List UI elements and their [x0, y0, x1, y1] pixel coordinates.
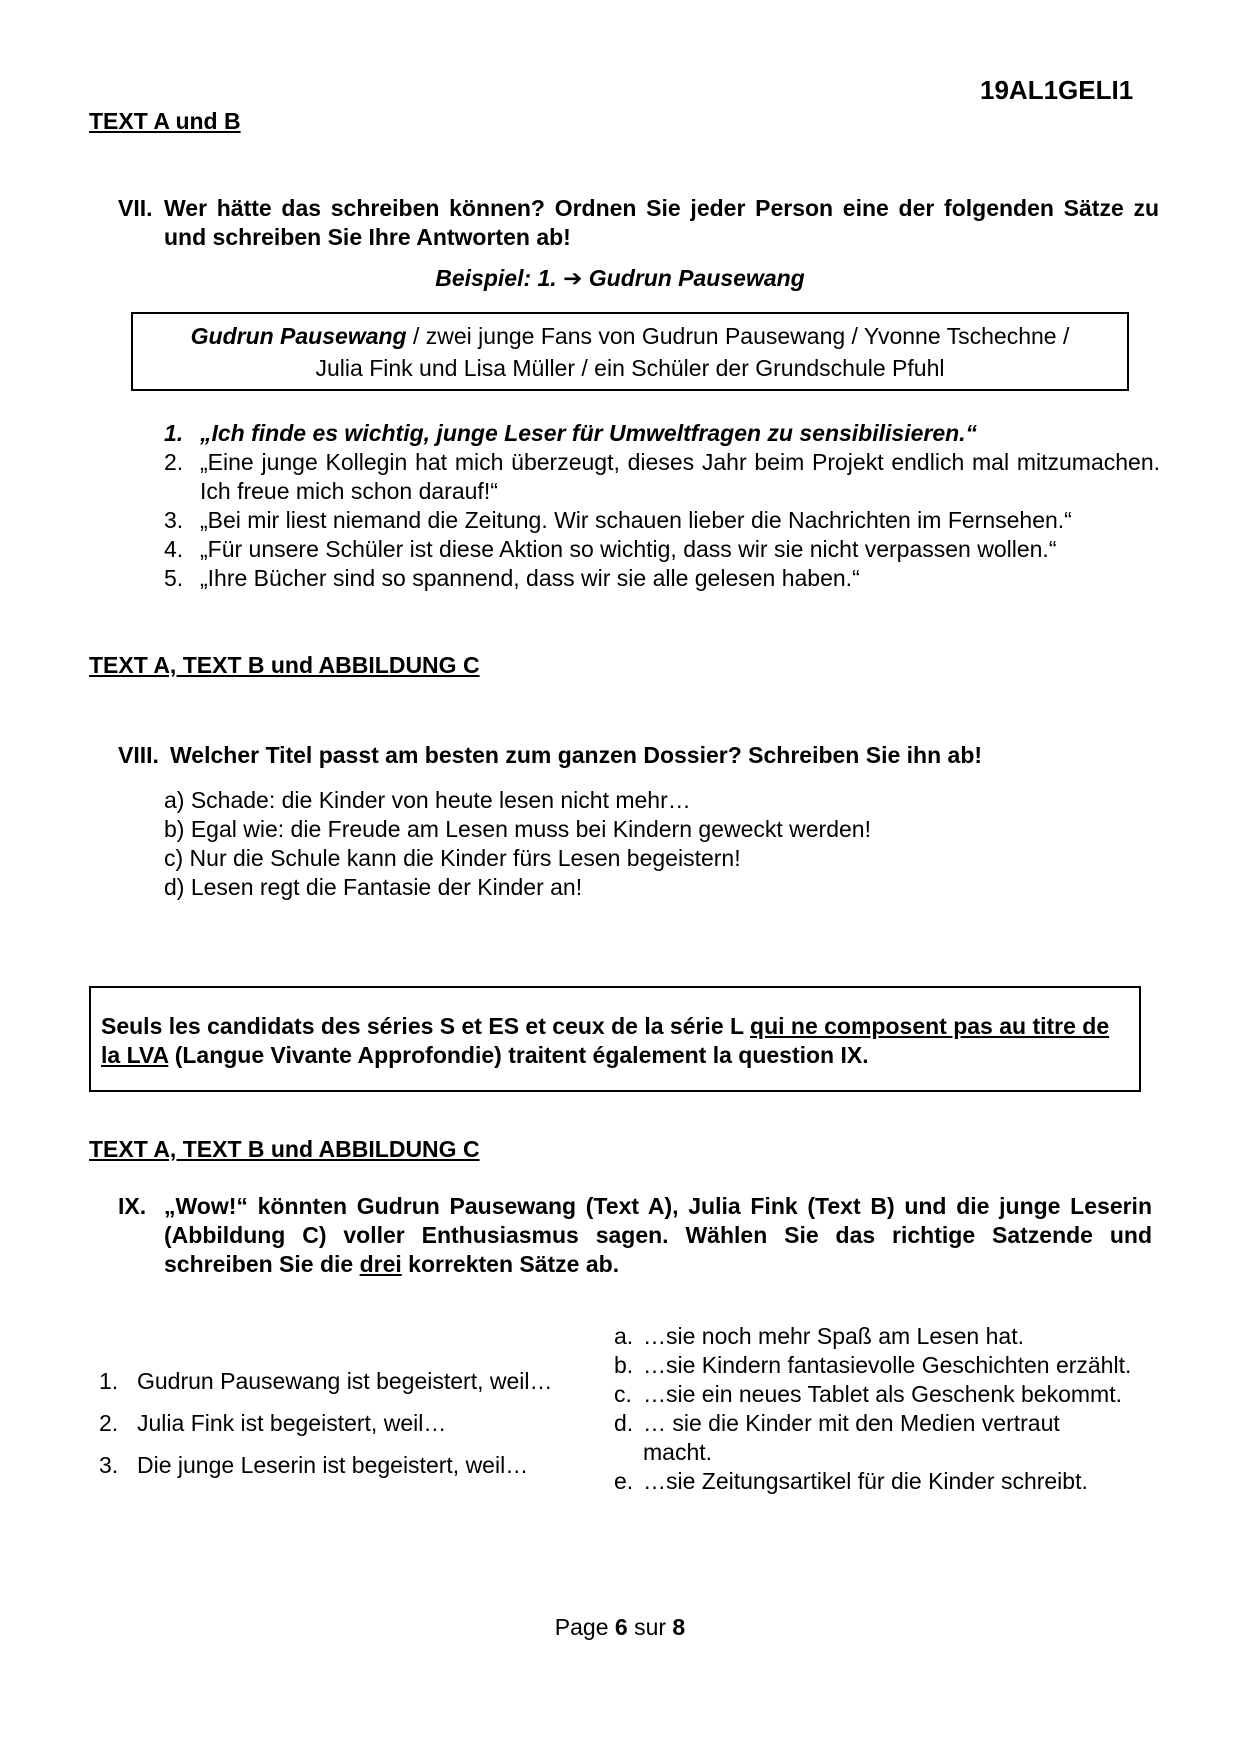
question-vii	[0, 194, 1240, 254]
item-text: „Ich finde es wichtig, junge Leser für Umweltfragen zu sensibilisieren.“	[200, 420, 978, 446]
item-number: 5.	[164, 565, 184, 591]
item-number: b.	[614, 1352, 634, 1378]
question-number: IX.	[118, 1193, 147, 1219]
item-text: …sie noch mehr Spaß am Lesen hat.	[643, 1323, 1024, 1349]
option-a: a) Schade: die Kinder von heute lesen nicht mehr…	[164, 787, 691, 813]
item-number: 4.	[164, 536, 184, 562]
item-text: …sie ein neues Tablet als Geschenk bekommt.	[643, 1381, 1122, 1407]
q-text-before: „Wow!“ könnten Gudrun Pausewang (Text A), Julia Fink (Text B) und die junge Leserin (Abbildung C) voller Enthusiasmus sagen. Wählen Sie das richtige Satzende und schreiben Sie die	[164, 1193, 1152, 1277]
item-text: Julia Fink ist begeistert, weil…	[137, 1410, 447, 1436]
example-answer: Gudrun Pausewang	[588, 265, 805, 291]
person-highlight: Gudrun Pausewang	[190, 323, 407, 349]
list-item	[164, 506, 1160, 535]
item-text: „Ihre Bücher sind so spannend, dass wir sie alle gelesen haben.“	[200, 565, 860, 591]
item-number: 1.	[99, 1368, 119, 1394]
page-footer	[0, 1614, 1240, 1641]
item-number: 3.	[99, 1452, 119, 1478]
list-item	[614, 1467, 1134, 1496]
item-text: „Für unsere Schüler ist diese Aktion so wichtig, dass wir sie nicht verpassen wollen.“	[200, 536, 1057, 562]
q-text-underlined: drei	[359, 1251, 402, 1277]
sentence-endings	[614, 1322, 1134, 1496]
notice-box	[89, 986, 1141, 1092]
list-item	[164, 535, 1160, 564]
item-number: 2.	[99, 1410, 119, 1436]
question-text: Welcher Titel passt am besten zum ganzen Dossier? Schreiben Sie ihn ab!	[170, 742, 983, 768]
question-text: Wer hätte das schreiben können? Ordnen Sie jeder Person eine der folgenden Sätze zu und schreiben Sie Ihre Antworten ab!	[164, 195, 1159, 250]
page-mid: sur	[627, 1614, 673, 1640]
persons-line-1	[133, 320, 1127, 352]
statements-list	[164, 419, 1160, 593]
list-item	[164, 419, 1160, 448]
section-heading-text-ab-c: TEXT A, TEXT B und ABBILDUNG C	[89, 652, 480, 678]
section-heading-text-ab-c-2: TEXT A, TEXT B und ABBILDUNG C	[89, 1136, 480, 1162]
list-item	[614, 1322, 1134, 1351]
question-ix	[0, 1192, 1240, 1282]
item-text: „Bei mir liest niemand die Zeitung. Wir schauen lieber die Nachrichten im Fernsehen.“	[200, 507, 1072, 533]
list-item	[614, 1409, 1134, 1467]
item-number: 3.	[164, 507, 184, 533]
item-text: „Eine junge Kollegin hat mich überzeugt, dieses Jahr beim Projekt endlich mal mitzumachen. Ich freue mich schon darauf!“	[200, 449, 1160, 504]
page-number: 6	[614, 1614, 628, 1640]
persons-line-2: Julia Fink und Lisa Müller / ein Schüler der Grundschule Pfuhl	[315, 355, 945, 381]
list-item	[164, 448, 1160, 506]
document-code: 19AL1GELI1	[980, 75, 1134, 105]
section-heading-text-a-b: TEXT A und B	[89, 108, 241, 134]
example-line	[0, 265, 1240, 292]
notice-text-1: Seuls les candidats des séries S et ES et ceux de la série L	[101, 1013, 751, 1039]
list-item	[614, 1351, 1134, 1380]
item-number: 1.	[164, 420, 184, 446]
question-viii	[0, 741, 1240, 771]
persons-box	[131, 312, 1129, 391]
example-label: Beispiel: 1.	[435, 265, 557, 291]
list-item	[164, 564, 1160, 593]
arrow-right-icon: ➔	[563, 265, 583, 291]
list-item	[614, 1380, 1134, 1409]
option-d: d) Lesen regt die Fantasie der Kinder an!	[164, 874, 583, 900]
item-text: Die junge Leserin ist begeistert, weil…	[137, 1452, 529, 1478]
title-options	[164, 786, 1164, 902]
item-number: c.	[614, 1381, 632, 1407]
question-text	[164, 1192, 1152, 1279]
notice-text-2: (Langue Vivante Approfondie) traitent également la question IX.	[168, 1042, 869, 1068]
question-number: VII.	[118, 195, 153, 221]
option-b: b) Egal wie: die Freude am Lesen muss bei Kindern geweckt werden!	[164, 816, 871, 842]
page-total: 8	[672, 1614, 686, 1640]
q-text-after: korrekten Sätze ab.	[401, 1251, 620, 1277]
item-number: e.	[614, 1468, 634, 1494]
sentence-starts	[99, 1368, 599, 1494]
item-text: Gudrun Pausewang ist begeistert, weil…	[137, 1368, 553, 1394]
option-c: c) Nur die Schule kann die Kinder fürs Lesen begeistern!	[164, 845, 741, 871]
list-item	[99, 1452, 599, 1494]
persons-list-part: / zwei junge Fans von Gudrun Pausewang / Yvonne Tschechne /	[406, 323, 1070, 349]
item-number: a.	[614, 1323, 634, 1349]
question-number: VIII.	[118, 742, 159, 768]
item-text: …sie Kindern fantasievolle Geschichten erzählt.	[643, 1352, 1132, 1378]
item-text: …sie Zeitungsartikel für die Kinder schreibt.	[643, 1468, 1088, 1494]
page-prefix: Page	[554, 1614, 615, 1640]
notice-underlined: qui ne composent pas au titre de la LVA	[101, 1013, 1110, 1068]
item-number: 2.	[164, 449, 184, 475]
item-number: d.	[614, 1410, 634, 1436]
list-item	[99, 1410, 599, 1452]
item-text: … sie die Kinder mit den Medien vertraut macht.	[643, 1410, 1060, 1465]
list-item	[99, 1368, 599, 1410]
